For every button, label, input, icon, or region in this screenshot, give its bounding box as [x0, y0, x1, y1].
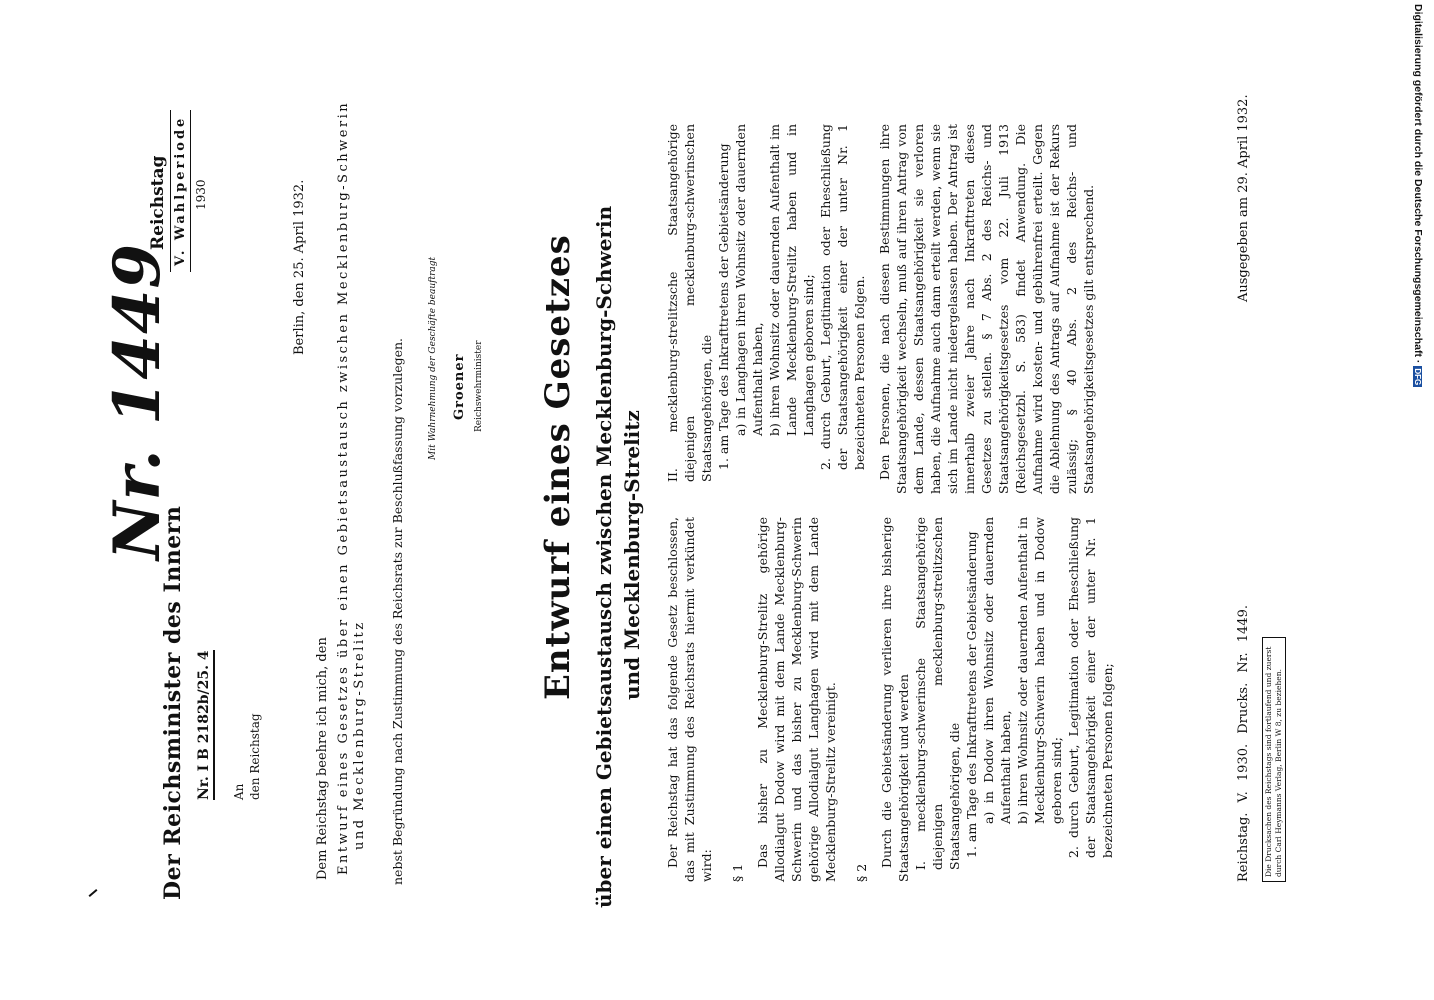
signature-note: Mit Wahrnehmung der Geschäfte beauftragt: [428, 256, 438, 460]
address-an: An: [232, 783, 246, 800]
clause-i-1-b: b) ihren Wohnsitz oder dauernden Aufenthalt in Mecklenburg-Schwerin haben und in Dodow geboren sind;: [1015, 517, 1064, 824]
clause-i-1: 1. am Tage des Inkrafttretens der Gebietsänderung: [964, 531, 979, 858]
reichstag-label: Reichstag: [148, 155, 168, 250]
reference-number: Nr. I B 2182b/25. 4: [196, 650, 215, 800]
intro-paragraph: Der Reichstag hat das folgende Gesetz beschlossen, das mit Zustimmung des Reichsrats hiermit verkündet wird:: [665, 517, 714, 882]
sender-heading: Der Reichsminister des Innern: [160, 505, 186, 900]
wahlperiode-label: V. Wahlperiode: [170, 110, 191, 272]
footer-issue-date: Ausgegeben am 29. April 1932.: [1236, 94, 1251, 302]
clause-ii-1-a: a) in Langhagen ihren Wohnsitz oder dauernden Aufenthalt haben,: [733, 124, 765, 436]
clause-i: I. mecklenburg-schwerinsche Staatsangehörige diejenigen mecklenburg-strelitzschen Staatsangehörigen, die: [913, 517, 962, 870]
closing-paragraph: Den Personen, die nach diesen Bestimmungen ihre Staatsangehörigkeit wechseln, muß auf ihren Antrag von dem Lande, dessen Staatsangehörigkeit sie verloren haben, die Aufnahme auch dann erteilt werden, wenn sie sich im Lande nicht niedergelassen haben. Der Antrag ist innerhalb zweier Jahre nach Inkrafttreten dieses Gesetzes zu stellen. § 7 Abs. 2 des Reichs- und Staatsangehörigkeitsgesetzes vom 22. Juli 1913 (Reichsgesetzbl. S. 583) findet Anwendung. Die Aufnahme wird kosten- und gebührenfrei erteilt. Gegen die Ablehnung des Antrags auf Aufnahme ist der Rekurs zulässig; § 40 Abs. 2 des Reichs- und Staatsangehörigkeitsgesetzes gilt entsprechend.: [877, 124, 1096, 494]
right-column: [664, 124, 1097, 494]
letter-line-3: und Mecklenburg-Strelitz: [352, 620, 367, 850]
address-recipient: den Reichstag: [248, 713, 262, 800]
section-1-heading: § 1: [730, 863, 745, 882]
letter-line-1: Dem Reichstag beehre ich mich, den: [315, 637, 330, 880]
dfg-logo: DFG: [1413, 368, 1422, 386]
clause-ii: II. mecklenburg-strelitzsche Staatsangehörige diejenigen mecklenburg-schwerinschen Staatsangehörigen, die: [665, 124, 714, 482]
digitization-credit: [1410, 4, 1424, 484]
clause-ii-1-b: b) ihren Wohnsitz oder dauernden Aufenthalt im Lande Mecklenburg-Strelitz haben und in Langhagen geboren sind;: [767, 124, 816, 436]
law-subtitle-1: über einen Gebietsaustausch zwischen Mecklenburg-Schwerin: [592, 205, 616, 908]
letter-date: Berlin, den 25. April 1932.: [292, 179, 307, 355]
document-number: Nr. 1449: [100, 242, 175, 560]
publisher-note-box: Die Drucksachen des Reichstags sind fortlaufend und zuerst durch Carl Heymanns Verlag, Berlin W 8, zu beziehen.: [1262, 637, 1286, 882]
left-column: [664, 517, 1116, 882]
law-subtitle-2: und Mecklenburg-Strelitz: [620, 410, 644, 700]
clause-i-1-a: a) in Dodow ihren Wohnsitz oder dauernden Aufenthalt haben,: [981, 517, 1013, 824]
clause-i-2: 2. durch Geburt, Legitimation oder Eheschließung der Staatsangehörigkeit einer der unter Nr. 1 bezeichneten Personen folgen;: [1066, 517, 1115, 858]
section-2-heading: § 2: [854, 863, 869, 882]
section-1-text: Das bisher zu Mecklenburg-Strelitz gehörige Allodialgut Dodow wird mit dem Lande Mecklenburg-Schwerin und das bisher zu Mecklenburg-Schwerin gehörige Allodialgut Langhagen wird mit dem Lande Mecklenburg-Strelitz vereinigt.: [755, 517, 838, 882]
law-title: Entwurf eines Gesetzes: [538, 234, 578, 700]
letter-line-4: nebst Begründung nach Zustimmung des Reichsrats zur Beschlußfassung vorzulegen.: [390, 337, 405, 885]
section-2-intro: Durch die Gebietsänderung verlieren ihre bisherige Staatsangehörigkeit und werden: [879, 517, 911, 882]
letter-line-2: Entwurf eines Gesetzes über einen Gebietsaustausch zwischen Mecklenburg-Schwerin: [336, 100, 351, 875]
digitization-credit-text: Digitalisierung gefördert durch die Deutsche Forschungsgemeinschaft ·: [1412, 4, 1424, 364]
footer-print-info: Reichstag. V. 1930. Drucks. Nr. 1449.: [1236, 605, 1251, 882]
wahlperiode-year: 1930: [194, 179, 208, 210]
signature-title: Reichswehrminister: [474, 340, 484, 432]
signature-name: Groener: [452, 353, 467, 420]
clause-ii-1: 1. am Tage des Inkrafttretens der Gebietsänderung: [716, 143, 731, 470]
clause-ii-2: 2. durch Geburt, Legitimation oder Eheschließung der Staatsangehörigkeit einer der unter Nr. 1 bezeichneten Personen folgen.: [818, 124, 867, 470]
